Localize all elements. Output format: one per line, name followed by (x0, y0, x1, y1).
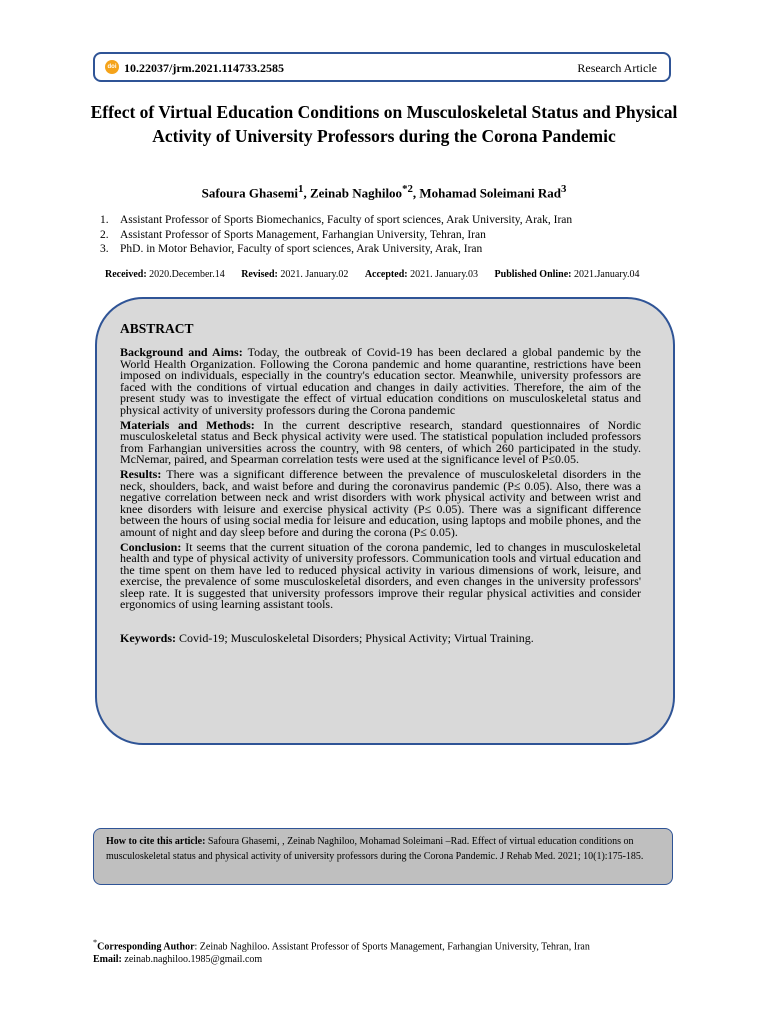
abstract-conclusion (120, 539, 641, 612)
citation-box (93, 828, 673, 885)
date-published (495, 269, 640, 280)
author-affiliation-mark: 1 (298, 183, 304, 195)
affiliation-number: 3. (100, 243, 109, 255)
author-separator: , (412, 185, 420, 201)
affiliation-number: 1. (100, 214, 109, 226)
section-label: Conclusion: (120, 539, 182, 554)
section-text: It seems that the current situation of the corona pandemic, led to changes in musculoskeletal health and type of physical activity of university professors. Communication tools and virtual education and the time spent on them have led to reduced physical activity in various dimensions of work, leisure, and exercise, the prevalence of some musculoskeletal disorders, and even changes in the university professors' sleep rate. It is suggested that university professors improve their regular physical activities and consider ergonomics of using learning assistant tools. (120, 539, 641, 612)
date-accepted (365, 269, 478, 280)
date-received (105, 269, 225, 280)
citation-text: Safoura Ghasemi, , Zeinab Naghiloo, Mohamad Soleimani –Rad. Effect of virtual education conditions on musculoskeletal status and physical activity of university professors during the Corona Pandemic. J Rehab Med. 2021; 10(1):175-185. (106, 836, 644, 862)
date-label: Received: (105, 269, 147, 280)
doi-icon: doi (105, 60, 119, 74)
corresponding-star: * (93, 938, 98, 947)
affiliation-list (100, 213, 700, 257)
article-type-label: Research Article (577, 61, 657, 75)
email-link[interactable]: zeinab.naghiloo.1985@gmail.com (121, 953, 263, 965)
date-value: 2021. January.02 (277, 269, 349, 280)
date-label: Published Online: (494, 269, 572, 280)
affiliation-text: PhD. in Motor Behavior, Faculty of sport sciences, Arak University, Arak, Iran (120, 243, 483, 255)
abstract-background (120, 347, 641, 417)
date-value: 2021.January.04 (571, 269, 640, 280)
doi-link[interactable]: 10.22037/jrm.2021.114733.2585 (124, 61, 284, 75)
keywords-label: Keywords: (120, 631, 176, 646)
section-label: Results: (120, 466, 162, 481)
affiliation-item (100, 242, 700, 257)
affiliation-item (100, 213, 700, 228)
keywords (120, 631, 641, 646)
date-label: Accepted: (364, 269, 408, 280)
email-label: Email: (93, 953, 122, 965)
section-text: There was a significant difference between the prevalence of musculoskeletal disorders in the neck, shoulders, back, and waist before and during the coronavirus pandemic (P≤ 0.05). Also, there was a negative correlation between neck and wrist disorders with work physical activity and between wrist and knee disorders with leisure and exercise physical activity (P≤ 0.05). There was a significant difference between the hours of using social media for leisure and education, using laptops and mobile phones, and the amount of night and day sleep before and during the corona (P≤ 0.05). (120, 466, 641, 539)
author-separator: , (303, 185, 310, 201)
corresponding-author (93, 937, 693, 966)
citation-label: How to cite this article: (106, 836, 206, 847)
abstract-box (95, 297, 675, 745)
affiliation-text: Assistant Professor of Sports Management, Farhangian University, Tehran, Iran (120, 228, 486, 241)
date-revised (241, 269, 348, 280)
section-text: Today, the outbreak of Covid-19 has been declared a global pandemic by the World Health Organization. Following the Corona pandemic and home quarantine, restrictions have been imposed on individuals, especially in the country's education sector. Meanwhile, university professors are faced with the conditions of virtual education and changes in daily activities. Therefore, the aim of the present study was to investigate the effect of virtual education conditions on musculoskeletal status and physical activity of university professors during the Corona pandemic (120, 345, 641, 417)
abstract-results (120, 466, 641, 539)
abstract-methods (120, 417, 641, 467)
author-name: Mohamad Soleimani Rad (419, 185, 561, 201)
date-value: 2020.December.14 (146, 269, 225, 280)
abstract-heading: ABSTRACT (120, 321, 194, 336)
affiliation-number: 2. (100, 228, 109, 241)
author-list (0, 183, 768, 201)
corresponding-label: Corresponding Author (97, 941, 195, 953)
author-affiliation-mark: 3 (560, 183, 567, 195)
paper-title: Effect of Virtual Education Conditions on Musculoskeletal Status and Physical Activity of University Professors during the Corona Pandemic (90, 102, 678, 146)
doi-header-box (93, 52, 671, 82)
article-dates (105, 269, 670, 280)
corresponding-text: : Zeinab Naghiloo. Assistant Professor of Sports Management, Farhangian University, Tehran, Iran (194, 941, 590, 953)
author-name: Safoura Ghasemi (201, 185, 299, 201)
corresponding-author-line (93, 937, 693, 954)
date-label: Revised: (241, 269, 278, 280)
section-text: In the current descriptive research, standard questionnaires of Nordic musculoskeletal status and Beck physical activity were used. The statistical population included professors from Farhangian universities across the country, with 98 centers, of which 260 participated in the study. McNemar, paired, and Spearman correlation tests were used at the significance level of P≤0.05. (120, 417, 641, 467)
author-name: Zeinab Naghiloo (309, 185, 403, 201)
section-label: Materials and Methods: (120, 417, 255, 432)
affiliation-text: Assistant Professor of Sports Biomechanics, Faculty of sport sciences, Arak University, Arak, Iran (120, 214, 573, 226)
keywords-text: Covid-19; Musculoskeletal Disorders; Physical Activity; Virtual Training. (176, 631, 534, 646)
section-label: Background and Aims: (120, 345, 243, 359)
author-affiliation-mark: *2 (402, 183, 413, 195)
email-line (93, 954, 693, 967)
date-value: 2021. January.03 (407, 269, 479, 280)
affiliation-item (100, 228, 700, 243)
